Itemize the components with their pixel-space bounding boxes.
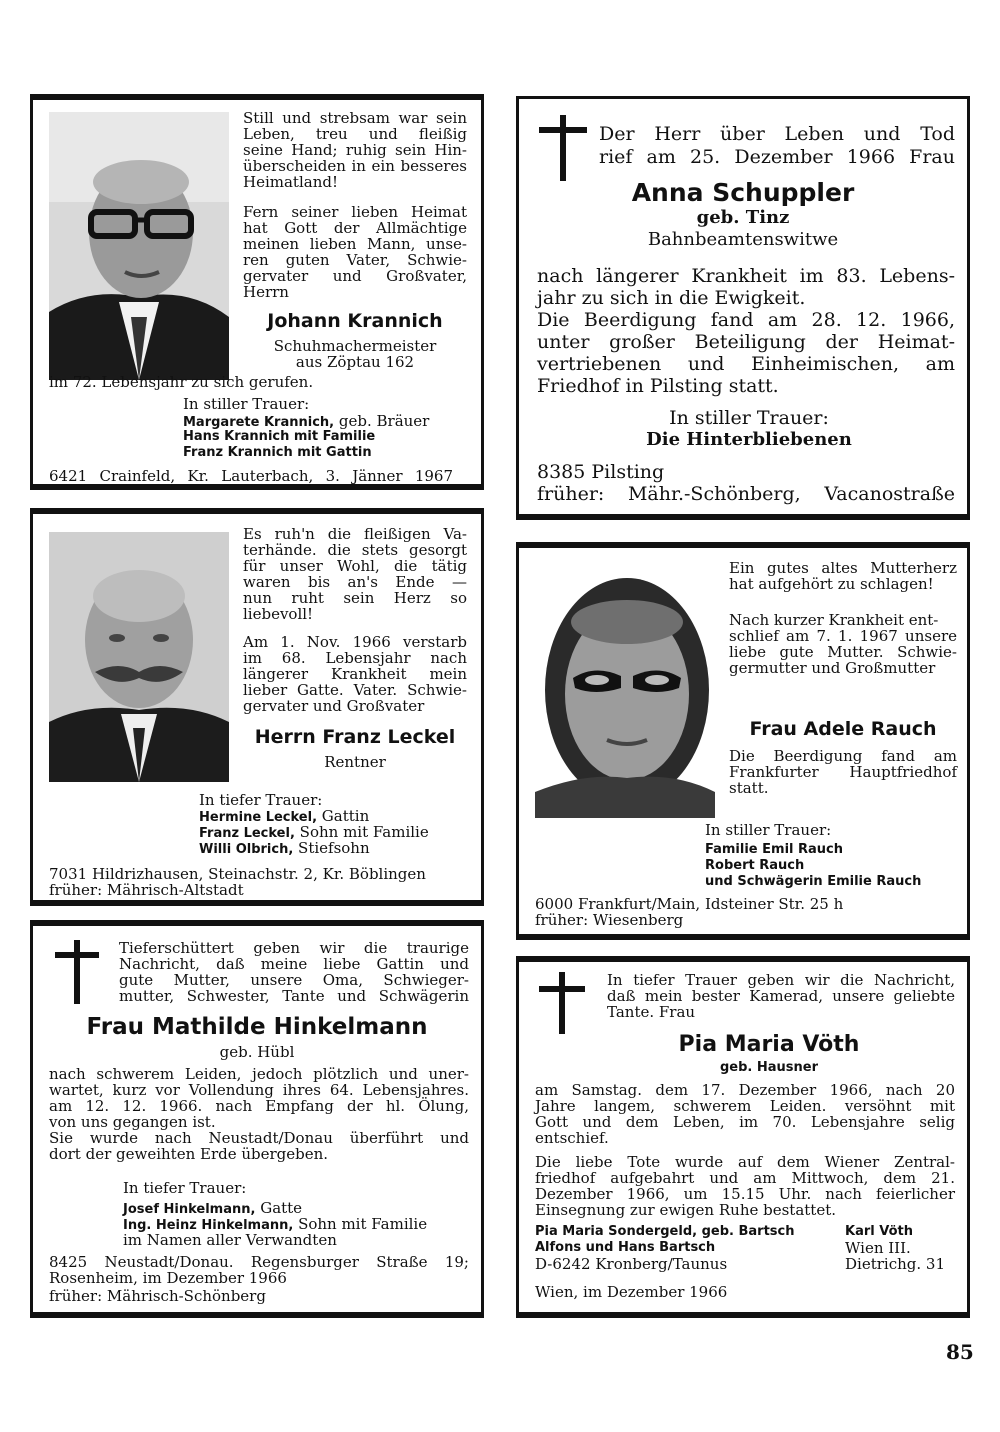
portrait-photo [49,112,229,380]
mourner-name: Pia Maria Sondergeld, geb. Bartsch [535,1224,795,1239]
mourner-name: Josef Hinkelmann, [123,1202,256,1217]
former-residence: früher: Wiesenberg [535,911,684,929]
mourner-detail: Sohn mit Familie [293,1215,428,1233]
obituary-pia-maria-voeth [516,956,970,1318]
cross-icon [55,940,99,1008]
verse-line: Heimatland! [243,173,338,191]
intro-line: Tante. Frau [607,1003,696,1021]
mourner-name: Karl Vöth [845,1224,913,1239]
cross-icon [539,972,585,1038]
intro-line: germutter und Großmutter [729,659,936,677]
body-line: nach längerer Krankheit im 83. Lebens- [537,265,955,287]
deceased-name: Frau Mathilde Hinkelmann [86,1014,428,1040]
verse-line: für unser Wohl, die tätig [243,557,467,575]
obituary-franz-leckel [30,508,484,906]
mourner-address: Wien III. [845,1239,911,1257]
place-line: Rosenheim, im Dezember 1966 [49,1269,287,1287]
place-date: Wien, im Dezember 1966 [535,1283,728,1301]
mourner-name: Hans Krannich mit Familie [183,429,376,444]
intro-line: hat Gott der Allmächtige [243,219,467,237]
mourner-name: Alfons und Hans Bartsch [535,1240,716,1255]
verse-line: Ein gutes altes Mutterherz [729,559,957,577]
deceased-name: Anna Schuppler [631,178,855,207]
intro-line: meinen lieben Mann, unse- [243,235,467,253]
intro-line: liebe gute Mutter. Schwie- [729,643,957,661]
body-line: nach schwerem Leiden, jedoch plötzlich und uner- [49,1065,469,1083]
mourner-name: Familie Emil Rauch [705,842,844,857]
intro-line: daß mein bester Kamerad, unsere geliebte [607,987,955,1005]
verse-line: seine Hand; ruhig sein Hin- [243,141,467,159]
body-line: Einsegnung zur ewigen Ruhe bestattet. [535,1201,836,1219]
deceased-origin: aus Zöptau 162 [295,353,415,371]
mourning-label: In stiller Trauer: [669,407,829,429]
mourner-name: Ing. Heinz Hinkelmann, [123,1218,294,1233]
body-line: Die Beerdigung fand am 28. 12. 1966, [537,309,955,331]
place-date: 6421 Crainfeld, Kr. Lauterbach, 3. Jänner 1967 [49,467,453,485]
intro-line: Am 1. Nov. 1966 verstarb [243,633,467,651]
verse-line: nun ruht sein Herz so [243,589,467,607]
deceased-name: Herrn Franz Leckel [254,726,456,748]
intro-line: im 68. Lebensjahr nach [243,649,467,667]
obituary-johann-krannich [30,94,484,490]
body-line: wartet, kurz vor Vollendung ihres 64. Lebensjahres. [49,1081,469,1099]
deceased-name: Frau Adele Rauch [749,718,937,740]
intro-line: Der Herr über Leben und Tod [599,123,955,145]
intro-line: gervater und Großvater, [243,267,467,285]
portrait-photo [535,560,715,818]
verse-line: terhände. die stets gesorgt [243,541,467,559]
deceased-title: Rentner [324,753,386,771]
place-line: 8425 Neustadt/Donau. Regensburger Straße 19; [49,1253,469,1271]
page-number: 85 [946,1340,974,1364]
obituary-anna-schuppler [516,96,970,520]
maiden-name: geb. Hübl [219,1043,295,1061]
intro-line: rief am 25. Dezember 1966 Frau [599,146,955,168]
intro-line: Tieferschüttert geben wir die traurige [119,939,469,957]
body-line: entschief. [535,1129,609,1147]
portrait-photo [49,532,229,782]
intro-line: lieber Gatte. Vater. Schwie- [243,681,467,699]
body-line: jahr zu sich in die Ewigkeit. [537,287,806,309]
mourning-label: In stiller Trauer: [183,395,310,413]
intro-line: Nachricht, daß meine liebe Gattin und [119,955,469,973]
intro-line: gervater und Großvater [243,697,425,715]
intro-line: Fern seiner lieben Heimat [243,203,467,221]
verse-line: waren bis an's Ende — [243,573,467,591]
cross-icon [539,115,587,185]
mourner-detail: im Namen aller Verwandten [123,1231,337,1249]
intro-line: schlief am 7. 1. 1967 unsere [729,627,957,645]
deceased-name: Johann Krannich [267,310,443,332]
mourner-name: Franz Krannich mit Gattin [183,445,372,460]
body-line: am Samstag. dem 17. Dezember 1966, nach 20 [535,1081,955,1099]
body-line: Friedhof in Pilsting statt. [537,375,779,397]
place-line: 7031 Hildrizhausen, Steinachstr. 2, Kr. Böblingen [49,865,426,883]
mourner-detail: Sohn mit Familie [294,823,429,841]
mourner-detail: geb. Bräuer [334,412,430,430]
mourner-detail: Gattin [317,807,370,825]
body-line: Jahre langem, schwerem Leiden. versöhnt mit [535,1097,955,1115]
verse-line: Es ruh'n die fleißigen Va- [243,525,467,543]
body-line: vertriebenen und Einheimischen, am [537,353,955,375]
body-line: Dezember 1966, um 15.15 Uhr. nach feierlicher [535,1185,955,1203]
deceased-title: Bahnbeamtenswitwe [647,229,839,250]
mourner-name: Hermine Leckel, [199,810,318,825]
mourner-detail: Stiefsohn [293,839,370,857]
mourning-label: In tiefer Trauer: [123,1179,247,1197]
maiden-name: geb. Hausner [719,1060,819,1075]
verse-line: hat aufgehört zu schlagen! [729,575,934,593]
called-line: im 72. Lebensjahr zu sich gerufen. [49,373,314,391]
body-line: statt. [729,779,769,797]
intro-line: längerer Krankheit mein [243,665,467,683]
intro-line: mutter, Schwester, Tante und Schwägerin [119,987,469,1005]
intro-line: In tiefer Trauer geben wir die Nachricht, [607,971,955,989]
intro-line: ren guten Vater, Schwie- [243,251,467,269]
intro-line: gute Mutter, unsere Oma, Schwieger- [119,971,469,989]
mourner-name: und Schwägerin Emilie Rauch [705,874,922,889]
deceased-name: Pia Maria Vöth [678,1032,860,1057]
body-line: friedhof aufgebahrt und am Mittwoch, dem 21. [535,1169,955,1187]
maiden-name: geb. Tinz [696,207,790,228]
deceased-title: Schuhmachermeister [273,337,437,355]
mourner-name: Franz Leckel, [199,826,295,841]
body-line: Sie wurde nach Neustadt/Donau überführt und [49,1129,469,1147]
obituary-mathilde-hinkelmann [30,920,484,1318]
verse-line: liebevoll! [243,605,314,623]
verse-line: Leben, treu und fleißig [243,125,467,143]
mourner-address: D-6242 Kronberg/Taunus [535,1255,728,1273]
place-line: 6000 Frankfurt/Main, Idsteiner Str. 25 h [535,895,844,913]
intro-line: Herrn [243,283,289,301]
body-line: Die Beerdigung fand am [729,747,957,765]
mourner-address: Dietrichg. 31 [845,1255,945,1273]
mourning-label: In stiller Trauer: [705,821,832,839]
body-line: dort der geweihten Erde übergeben. [49,1145,329,1163]
body-line: von uns gegangen ist. [49,1113,216,1131]
verse-line: Still und strebsam war sein [243,109,467,127]
mourner-detail: Gatte [255,1199,303,1217]
place-line: 8385 Pilsting [537,461,665,483]
body-line: Gott und dem Leben, im 70. Lebensjahre selig [535,1113,955,1131]
body-line: Die liebe Tote wurde auf dem Wiener Zentral- [535,1153,955,1171]
verse-line: überscheiden in ein besseres [243,157,467,175]
former-residence: früher: Mähr.-Schönberg, Vacanostraße [537,483,955,505]
obituary-adele-rauch [516,542,970,940]
former-residence: früher: Mährisch-Schönberg [49,1287,266,1305]
mourner-name: Margarete Krannich, [183,415,335,430]
intro-line: Nach kurzer Krankheit ent- [729,611,939,629]
mourning-label: In tiefer Trauer: [199,791,323,809]
former-residence: früher: Mährisch-Altstadt [49,881,244,899]
mourner-name: Robert Rauch [705,858,805,873]
mourner-name: Willi Olbrich, [199,842,294,857]
mourner-name: Die Hinterbliebenen [646,429,852,450]
body-line: Frankfurter Hauptfriedhof [729,763,957,781]
body-line: am 12. 12. 1966. nach Empfang der hl. Ölung, [49,1097,469,1115]
body-line: unter großer Beteiligung der Heimat- [537,331,955,353]
